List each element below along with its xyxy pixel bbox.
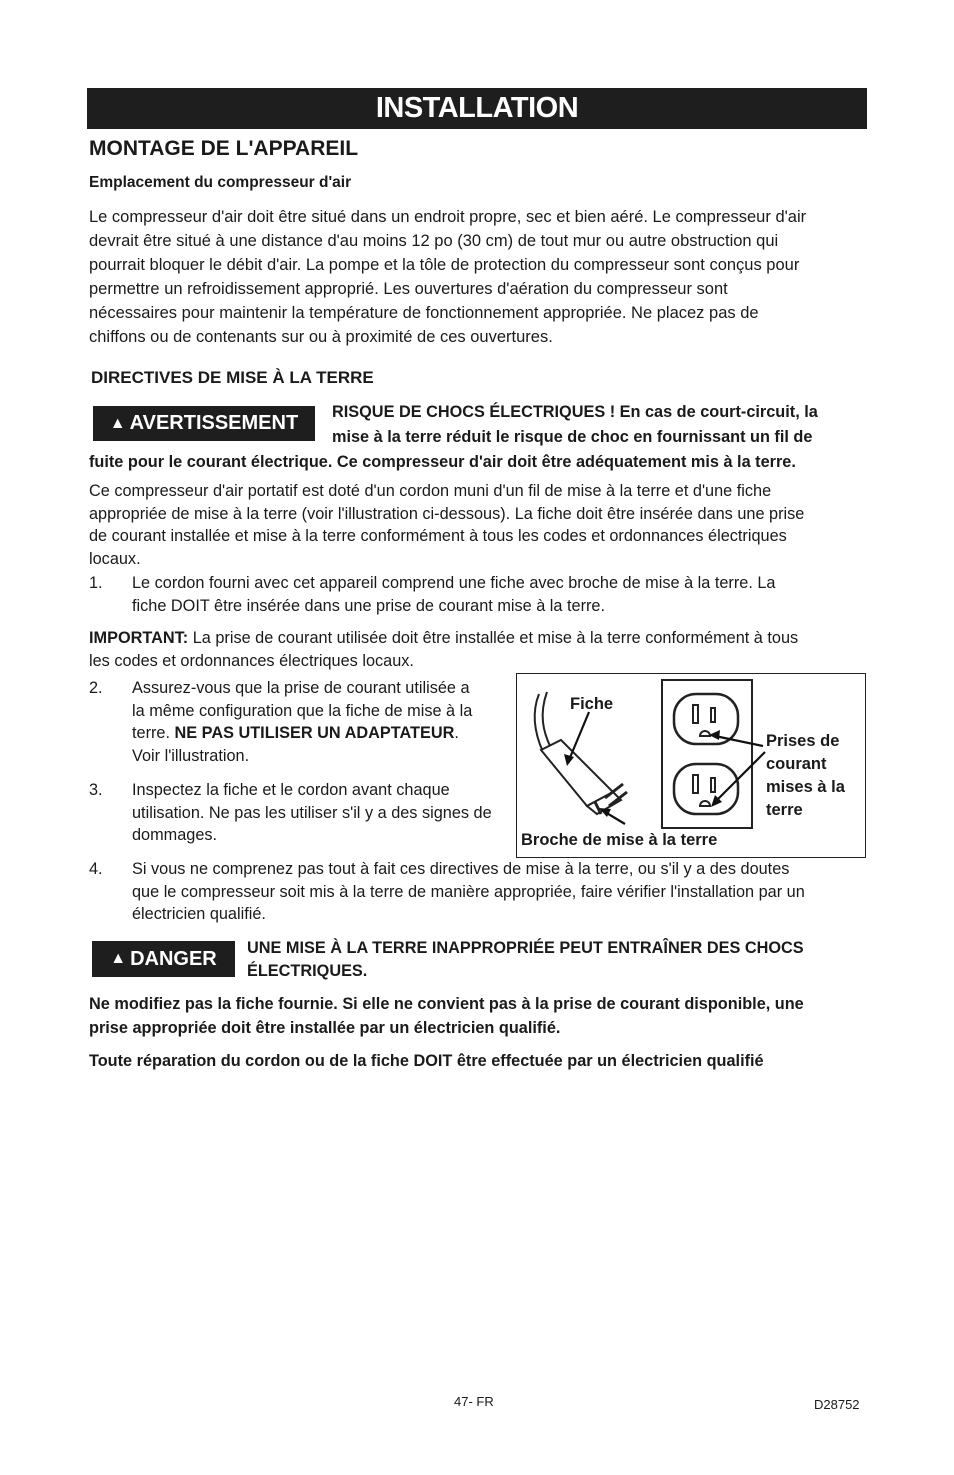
text-line: prise appropriée doit être installée par un électricien qualifié. xyxy=(89,1019,561,1037)
warning-label xyxy=(93,406,315,441)
grounding-illustration xyxy=(516,673,866,858)
plug-icon xyxy=(541,740,613,806)
page-number: 47- FR xyxy=(454,1394,494,1409)
text-line: terre xyxy=(766,801,803,819)
cord xyxy=(535,694,543,752)
text-line: Prises de xyxy=(766,732,840,750)
danger-label xyxy=(92,941,235,977)
text-line: dommages. xyxy=(132,826,218,845)
text-line: de courant installée et mise à la terre conformément à tous les codes et ordonnances électriques xyxy=(89,527,787,546)
text-line: mise à la terre réduit le risque de choc en fournissant un fil de xyxy=(332,428,813,446)
ground-pin-label: Broche de mise à la terre xyxy=(521,831,718,849)
warning-text-cont: fuite pour le courant électrique. Ce compresseur d'air doit être adéquatement mis à la terre. xyxy=(89,453,796,471)
text-line: Le cordon fourni avec cet appareil comprend une fiche avec broche de mise à la terre. La xyxy=(132,574,776,592)
text-line: Si vous ne comprenez pas tout à fait ces directives de mise à la terre, ou s'il y a des doutes xyxy=(132,860,790,878)
text-line: fiche DOIT être insérée dans une prise de courant mise à la terre. xyxy=(132,596,605,615)
list-item xyxy=(89,779,514,847)
document-id: D28752 xyxy=(814,1397,860,1412)
list-number: 2. xyxy=(89,679,103,697)
text-line: Ce compresseur d'air portatif est doté d'un cordon muni d'un fil de mise à la terre et d'une fiche xyxy=(89,482,772,500)
text-line: les codes et ordonnances électriques locaux. xyxy=(89,651,414,670)
text-line: appropriée de mise à la terre (voir l'illustration ci-dessous). La fiche doit être insérée dans une prise xyxy=(89,504,805,523)
text-line: pourrait bloquer le débit d'air. La pompe et la tôle de protection du compresseur sont conçus pour xyxy=(89,256,800,274)
header-title: INSTALLATION xyxy=(375,92,579,124)
warning-triangle-icon: ▲ xyxy=(109,414,126,432)
text-line: la même configuration que la fiche de mise à la xyxy=(132,701,473,720)
warning-text xyxy=(332,400,818,450)
text-line: UNE MISE À LA TERRE INAPPROPRIÉE PEUT ENTRAÎNER DES CHOCS xyxy=(247,939,804,957)
important-text: La prise de courant utilisée doit être installée et mise à la terre conformément à tous xyxy=(188,629,799,647)
repair-note: Toute réparation du cordon ou de la fiche DOIT être effectuée par un électricien qualifié xyxy=(89,1052,764,1070)
list-item xyxy=(89,677,509,767)
text-line: nécessaires pour maintenir la température de fonctionnement appropriée. Ne placez pas de xyxy=(89,304,759,322)
text-line: Assurez-vous que la prise de courant utilisée a xyxy=(132,679,470,697)
text-line: locaux. xyxy=(89,549,141,568)
list-number: 4. xyxy=(89,860,103,878)
section-subtitle: Emplacement du compresseur d'air xyxy=(89,174,352,191)
text-line: RISQUE DE CHOCS ÉLECTRIQUES ! En cas de court-circuit, la xyxy=(332,403,818,421)
list-number: 3. xyxy=(89,781,103,799)
text-line: courant xyxy=(766,755,827,773)
text-line: Ne modifiez pas la fiche fournie. Si elle ne convient pas à la prise de courant disponible, une xyxy=(89,995,804,1013)
text-line: ÉLECTRIQUES. xyxy=(247,962,368,980)
plug-label: Fiche xyxy=(570,695,614,713)
text-line: Inspectez la fiche et le cordon avant chaque xyxy=(132,781,450,799)
text-run: . xyxy=(454,724,459,743)
danger-text xyxy=(247,937,804,983)
important-label: IMPORTANT: xyxy=(89,629,189,647)
text-line: utilisation. Ne pas les utiliser s'il y a des signes de xyxy=(132,803,492,822)
list-number: 1. xyxy=(89,574,103,592)
grounding-title: DIRECTIVES DE MISE À LA TERRE xyxy=(91,368,374,387)
important-note xyxy=(89,627,879,672)
list-item xyxy=(89,858,879,926)
text-line: Voir l'illustration. xyxy=(132,746,250,765)
text-line: chiffons ou de contenants sur ou à proximité de ces ouvertures. xyxy=(89,328,553,346)
page-header xyxy=(87,88,867,129)
text-line: Le compresseur d'air doit être situé dans un endroit propre, sec et bien aéré. Le compresseur d'air xyxy=(89,208,807,226)
section-title: MONTAGE DE L'APPAREIL xyxy=(89,137,359,160)
warning-label-text: AVERTISSEMENT xyxy=(129,412,299,434)
list-item xyxy=(89,572,879,617)
text-line: électricien qualifié. xyxy=(132,905,266,924)
text-run: terre. xyxy=(132,724,175,743)
text-line: devrait être situé à une distance d'au moins 12 po (30 cm) de tout mur ou autre obstruction qui xyxy=(89,232,779,250)
no-adapter-text: NE PAS UTILISER UN ADAPTATEUR xyxy=(174,724,455,743)
warning-triangle-icon: ▲ xyxy=(110,950,127,967)
grounding-intro xyxy=(89,480,879,570)
danger-label-text: DANGER xyxy=(130,947,217,970)
modify-note xyxy=(89,992,804,1040)
text-line: permettre un refroidissement approprié. Les ouvertures d'aération du compresseur sont xyxy=(89,280,728,298)
outlet-label xyxy=(766,730,845,822)
text-line: mises à la xyxy=(766,778,845,796)
location-paragraph xyxy=(89,205,879,349)
text-line: que le compresseur soit mis à la terre de manière appropriée, faire vérifier l'installation par un xyxy=(132,882,805,901)
